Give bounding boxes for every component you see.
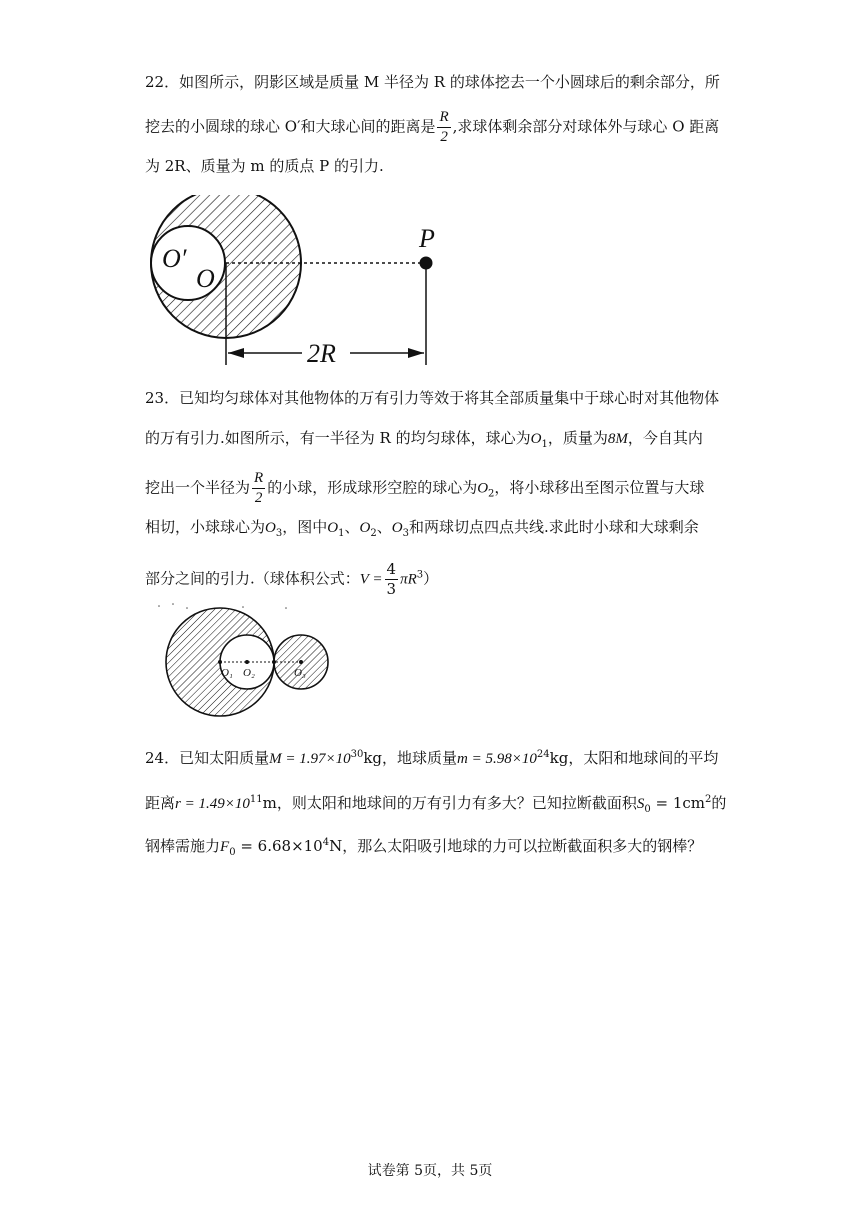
page-footer: 试卷第 5页，共 5页 bbox=[367, 1163, 493, 1179]
q24-line-2: 距离$r = 1.49\times 10^{11}m$，则太阳和地球间的万有引力有多大？已知拉断截面积$S_0 = 1cm^2$的 bbox=[145, 794, 727, 815]
label-p: P bbox=[419, 224, 435, 253]
point-p bbox=[420, 257, 433, 270]
fraction-r-over-2: $\frac{R}{2}$ bbox=[254, 470, 264, 506]
q23-line-4: 相切，小球球心为$O_3$，图中$O_1$、$O_2$、$O_3$和两球切点四点共线.求此时小球和大球剩余 bbox=[145, 518, 699, 539]
label-o-prime: O′ bbox=[162, 244, 187, 273]
label-o1: O₁ bbox=[221, 667, 233, 679]
q22-line-1: 22．如图所示，阴影区域是质量 M 半径为 R 的球体挖去一个小圆球后的剩余部分，所 bbox=[145, 73, 720, 91]
q22-line-2: 挖去的小圆球的球心 O′和大球心间的距离是 $\frac{R}{2}$ ,求球体剩余部分对球体外与球心 O 距离 bbox=[145, 109, 720, 145]
q23-line-3: 挖出一个半径为 $\frac{R}{2}$ 的小球，形成球形空腔的球心为$O_2$，将小球移出至图示位置与大球 bbox=[145, 470, 705, 506]
q24-line-3: 钢棒需施力$F_0 = 6.68\times 10^4N$，那么太阳吸引地球的力可以拉断截面积多大的钢棒？ bbox=[145, 837, 703, 858]
q22-figure bbox=[140, 195, 460, 370]
q23-line-5: 部分之间的引力.（球体积公式：V = $\frac{4}{3}$ $\pi R^3$） bbox=[145, 560, 439, 598]
q22-line-3: 为 2R、质量为 m 的质点 P 的引力. bbox=[145, 157, 384, 175]
fraction-r-over-2: $\frac{R}{2}$ bbox=[439, 109, 449, 145]
q23-figure bbox=[155, 598, 340, 726]
label-o3: O₃ bbox=[294, 667, 306, 679]
q23-line-1: 23．已知均匀球体对其他物体的万有引力等效于将其全部质量集中于球心时对其他物体 bbox=[145, 389, 720, 407]
q23-line-2: 的万有引力.如图所示，有一半径为 R 的均匀球体，球心为$O_1$，质量为8M，今自其内 bbox=[145, 429, 703, 450]
label-o: O bbox=[196, 264, 215, 293]
label-2r: 2R bbox=[307, 339, 336, 368]
label-o2: O₂ bbox=[243, 667, 255, 679]
q24-line-1: 24．已知太阳质量$M = 1.97\times 10^{30}kg$，地球质量$m = 5.98\times 10^{24}kg$，太阳和地球间的平均 bbox=[145, 749, 719, 767]
fraction-4-over-3: $\frac{4}{3}$ bbox=[386, 560, 397, 598]
